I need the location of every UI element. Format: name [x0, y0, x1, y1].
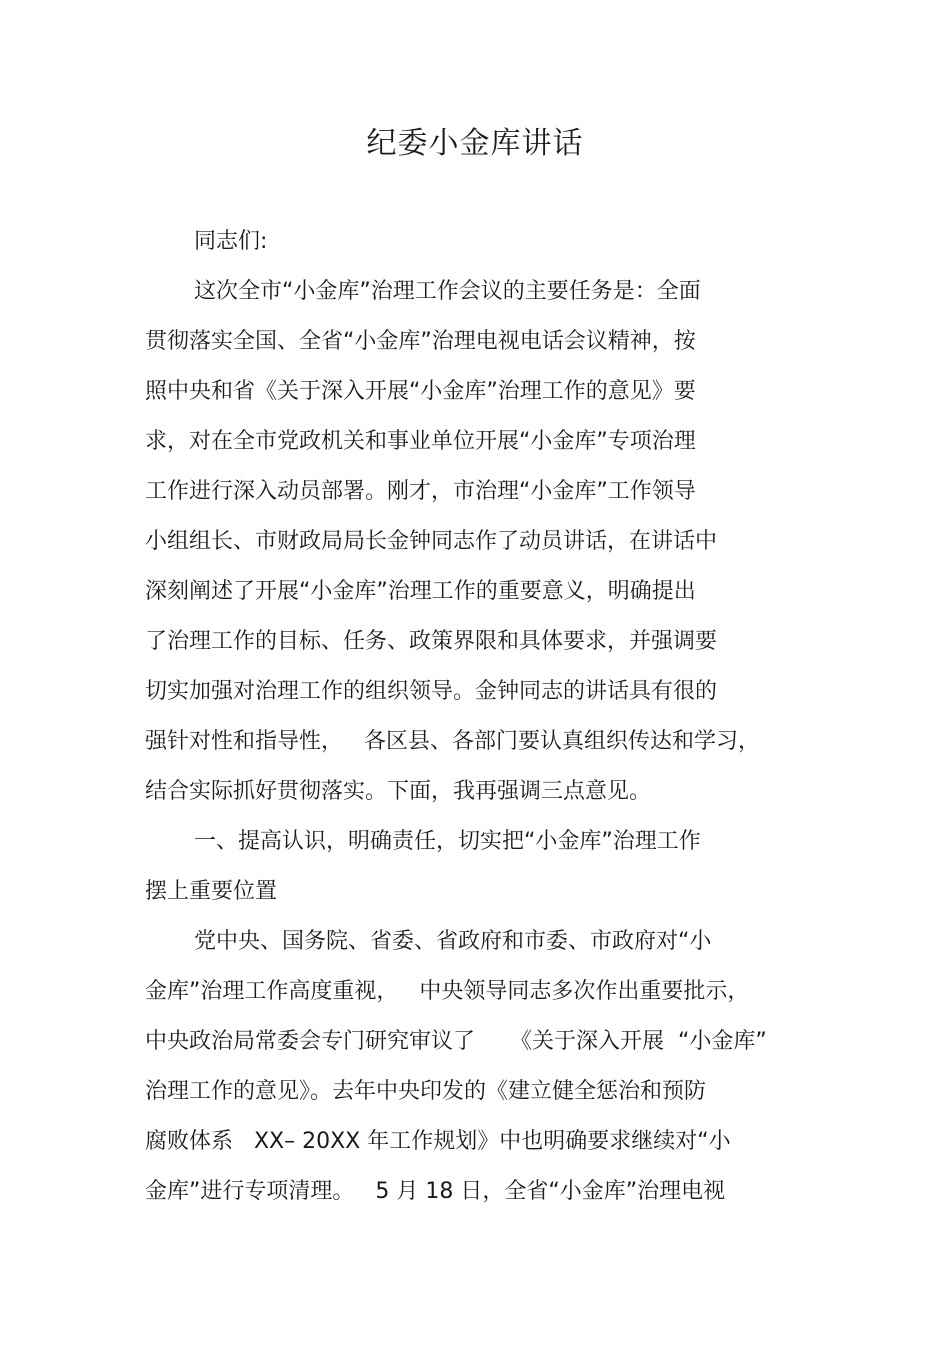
paragraph-line: 金库”治理工作高度重视， 中央领导同志多次作出重要批示， [145, 979, 750, 1004]
paragraph-line: 结合实际抓好贯彻落实。下面，我再强调三点意见。 [145, 779, 652, 804]
document-title: 纪委小金库讲话 [366, 126, 584, 161]
paragraph-line: 这次全市“小金库”治理工作会议的主要任务是：全面 [194, 279, 701, 304]
paragraph-line: 切实加强对治理工作的组织领导。金钟同志的讲话具有很的 [145, 679, 718, 704]
paragraph-line: 工作进行深入动员部署。刚才，市治理“小金库”工作领导 [145, 479, 696, 504]
paragraph-line: 治理工作的意见》。去年中央印发的《建立健全惩治和预防 [145, 1079, 707, 1104]
paragraph-line: 小组组长、市财政局局长金钟同志作了动员讲话，在讲话中 [145, 529, 718, 554]
paragraph-line: 中央政治局常委会专门研究审议了 《关于深入开展 “小金库” [145, 1029, 767, 1054]
paragraph-line: 党中央、国务院、省委、省政府和市委、市政府对“小 [194, 929, 712, 954]
paragraph-line: 腐败体系 XX– 20XX 年工作规划》中也明确要求继续对“小 [145, 1129, 731, 1154]
section-heading-line: 摆上重要位置 [145, 879, 278, 904]
paragraph-line: 深刻阐述了开展“小金库”治理工作的重要意义，明确提出 [145, 579, 696, 604]
paragraph-line: 贯彻落实全国、全省“小金库”治理电视电话会议精神，按 [145, 329, 696, 354]
section-heading-line: 一、提高认识，明确责任，切实把“小金库”治理工作 [194, 829, 701, 854]
salutation-line: 同志们: [194, 229, 268, 254]
paragraph-line: 金库”进行专项清理。 5 月 18 日，全省“小金库”治理电视 [145, 1179, 726, 1204]
paragraph-line: 强针对性和指导性， 各区县、各部门要认真组织传达和学习， [145, 729, 760, 754]
paragraph-line: 了治理工作的目标、任务、政策界限和具体要求，并强调要 [145, 629, 718, 654]
paragraph-line: 照中央和省《关于深入开展“小金库”治理工作的意见》要 [145, 379, 696, 404]
paragraph-line: 求，对在全市党政机关和事业单位开展“小金库”专项治理 [145, 429, 696, 454]
